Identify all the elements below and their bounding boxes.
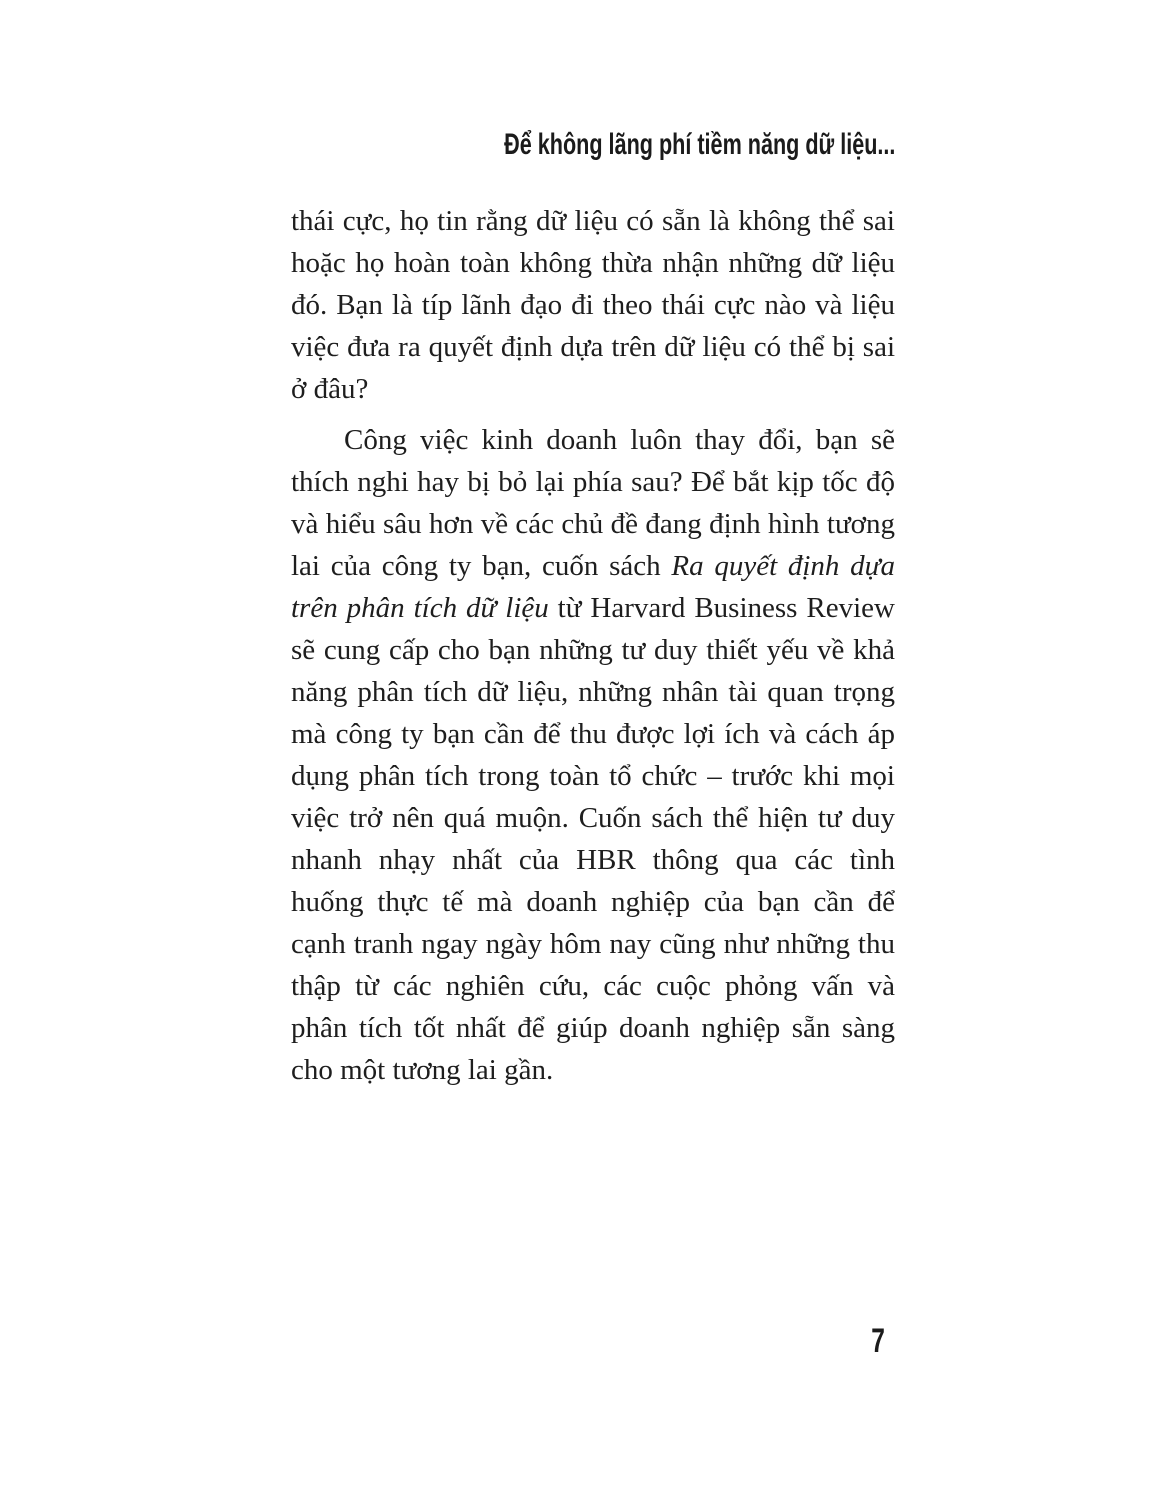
text-run: từ Harvard Business Review sẽ cung cấp cho bạn những tư duy thiết yếu về khả năng phân tích dữ liệu, những nhân tài quan trọng mà công ty bạn cần để thu được lợi ích và cách áp dụng phân tích trong toàn tổ chức – trước khi mọi việc trở nên quá muộn. Cuốn sách thể hiện tư duy nhanh nhạy nhất của HBR thông qua các tình huống thực tế mà doanh nghiệp của bạn cần để cạnh tranh ngay ngày hôm nay cũng như những thu thập từ các nghiên cứu, các cuộc phỏng vấn và phân tích tốt nhất để giúp doanh nghiệp sẵn sàng cho một tương lai gần. <box>291 592 895 1086</box>
paragraph <box>291 419 895 1091</box>
text-run: Công việc kinh doanh luôn thay đổi, bạn sẽ thích nghi hay bị bỏ lại phía sau? Để bắt kịp tốc độ và hiểu sâu hơn về các chủ đề đang định hình tương lai của công ty bạn, cuốn sách <box>291 424 895 582</box>
running-header: Để không lãng phí tiềm năng dữ liệu... <box>503 128 895 161</box>
body-text <box>291 200 895 1091</box>
book-title-italic: Ra quyết định dựa trên phân tích dữ liệu <box>291 550 895 624</box>
text-run: thái cực, họ tin rằng dữ liệu có sẵn là không thể sai hoặc họ hoàn toàn không thừa nhận những dữ liệu đó. Bạn là típ lãnh đạo đi theo thái cực nào và liệu việc đưa ra quyết định dựa trên dữ liệu có thể bị sai ở đâu? <box>291 205 895 405</box>
paragraph <box>291 200 895 410</box>
page-number: 7 <box>871 1322 885 1360</box>
